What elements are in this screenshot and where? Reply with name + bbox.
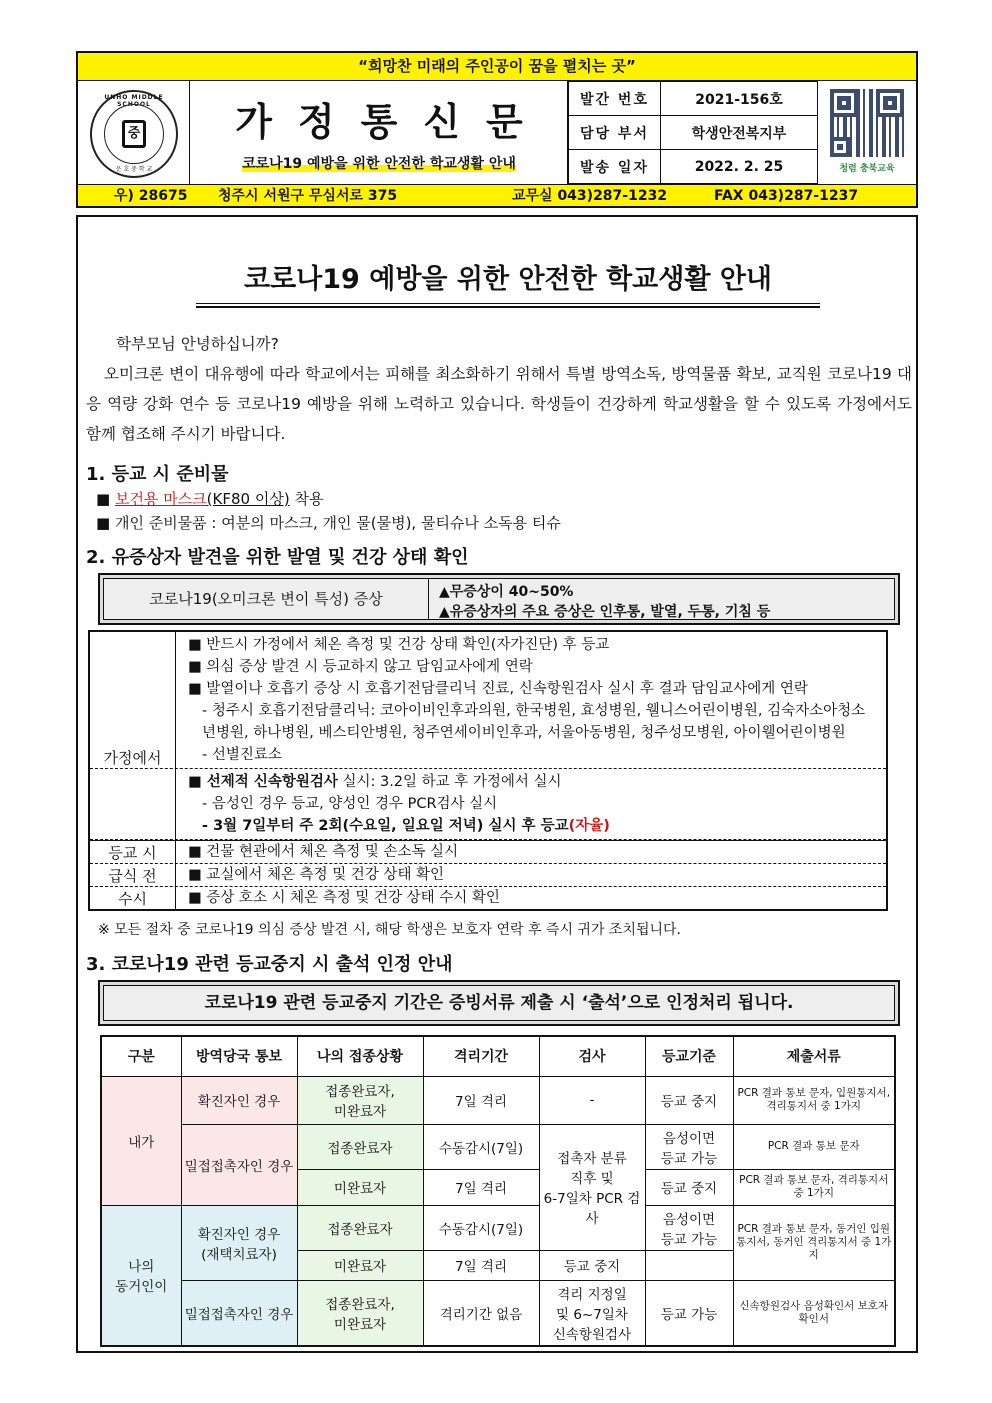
qr-code-cell <box>818 81 916 184</box>
cell: 수동감시(7일) <box>423 1124 539 1169</box>
symptom-box <box>98 573 900 625</box>
section-1-heading: 1. 등교 시 준비물 <box>86 464 229 485</box>
office-phone: 교무실 043)287-1232 <box>512 188 668 204</box>
cell: 접종완료자, 미완료자 <box>297 1076 423 1124</box>
attendance-box <box>98 980 900 1026</box>
home-row <box>90 632 886 769</box>
intro-paragraph: 오미크론 변이 대유행에 따라 학교에서는 피해를 최소화하기 위해서 특별 방역소독, 방역물품 확보, 교직원 코로나19 대응 역량 강화 연수 등 코로나19 예방을 위해 노력하고 있습니다. 학생들이 건강하게 학교생활을 할 수 있도록 가정에서도 함께 협조해 주시기 바랍니다. <box>86 365 912 443</box>
table-row <box>101 1076 895 1124</box>
cell: PCR 결과 통보 문자 <box>733 1124 895 1169</box>
row-label-home: 가정에서 <box>90 632 176 882</box>
table-row <box>101 1124 895 1169</box>
col-header: 검사 <box>539 1036 645 1076</box>
cell: 수동감시(7일) <box>423 1205 539 1250</box>
cell: 7일 격리 <box>423 1076 539 1124</box>
cell: 확진자인 경우 <box>181 1076 297 1124</box>
cell: 확진자인 경우 (재택치료자) <box>181 1205 297 1280</box>
department: 학생안전복지부 <box>661 116 818 150</box>
greeting: 학부모님 안녕하십니까? <box>116 335 279 353</box>
info-key: 발간 번호 <box>569 82 661 116</box>
section-2-heading: 2. 유증상자 발견을 위한 발열 및 건강 상태 확인 <box>86 547 469 568</box>
row-text: ■ 증상 호소 시 체온 측정 및 건강 상태 수시 확인 <box>188 890 500 906</box>
cell: 음성이면 등교 가능 <box>645 1205 733 1250</box>
col-header: 격리기간 <box>423 1036 539 1076</box>
cell: 격리기간 없음 <box>423 1280 539 1346</box>
col-header: 나의 접종상황 <box>297 1036 423 1076</box>
bullet-supplies: ■ 개인 준비물품 : 여분의 마스크, 개인 물(물병), 물티슈나 소독용 티슈 <box>96 514 561 532</box>
attendance-box-text: 코로나19 관련 등교중지 기간은 증빙서류 제출 시 ‘출석’으로 인정처리 됩니다. <box>103 985 895 1021</box>
home-item: ■ 의심 증상 발견 시 등교하지 않고 담임교사에게 연락 <box>188 659 533 675</box>
rapid-test-row <box>90 769 886 840</box>
send-date: 2022. 2. 25 <box>661 150 818 184</box>
cell: - <box>539 1076 645 1124</box>
row-label: 급식 전 <box>90 864 176 886</box>
cell: 신속항원검사 음성확인서 보호자 확인서 <box>733 1280 895 1346</box>
cell: 7일 격리 <box>423 1250 539 1280</box>
row-label: 등교 시 <box>90 841 176 863</box>
col-header: 구분 <box>101 1036 181 1076</box>
row-text: ■ 교실에서 체온 측정 및 건강 상태 확인 <box>188 867 445 883</box>
rapid-test-item: ■ 선제적 신속항원검사 실시: 3.2일 하교 후 가정에서 실시 <box>188 774 562 790</box>
health-check-table <box>88 630 888 911</box>
cell: 등교 중지 <box>539 1250 645 1280</box>
logo-mark: 중 <box>122 120 146 148</box>
check-row <box>90 840 886 864</box>
cell: 미완료자 <box>297 1169 423 1205</box>
col-header: 방역당국 통보 <box>181 1036 297 1076</box>
symptom-line-2: ▲유증상자의 주요 증상은 인후통, 발열, 두통, 기침 등 <box>439 604 771 620</box>
document-body <box>76 215 918 1353</box>
newsletter-subtitle: 코로나19 예방을 위한 안전한 학교생활 안내 <box>242 156 516 172</box>
address-bar <box>78 184 916 206</box>
screening-clinic: - 선별진료소 <box>202 747 282 763</box>
row-label: 수시 <box>90 887 176 909</box>
logo-ring-bottom: 운 호 중 학 교 <box>115 166 153 173</box>
school-logo-cell <box>78 81 190 184</box>
fax-number: FAX 043)287-1237 <box>714 188 859 204</box>
info-key: 발송 일자 <box>569 150 661 184</box>
cell: 밀접접촉자인 경우 <box>181 1124 297 1205</box>
attendance-table <box>100 1035 896 1347</box>
cell: 등교 중지 <box>645 1169 733 1205</box>
logo-ring-text: UNHO MIDDLE SCHOOL <box>104 94 164 108</box>
procedure-note: ※ 모든 절차 중 코로나19 의심 증상 발견 시, 해당 학생은 보호자 연락 후 즉시 귀가 조치됩니다. <box>98 922 681 938</box>
cell: 음성이면 등교 가능 <box>645 1124 733 1169</box>
cell: 격리 지정일 및 6~7일차 신속항원검사 <box>539 1280 645 1346</box>
cell: 접종완료자, 미완료자 <box>297 1280 423 1346</box>
cell: 미완료자 <box>297 1250 423 1280</box>
school-logo <box>90 90 178 178</box>
table-row <box>101 1280 895 1346</box>
street-address: 청주시 서원구 무심서로 375 <box>218 188 398 204</box>
row-text: ■ 건물 현관에서 체온 측정 및 손소독 실시 <box>188 844 459 860</box>
cell: PCR 결과 통보 문자, 격리통지서 중 1가지 <box>733 1169 895 1205</box>
section-3-heading: 3. 코로나19 관련 등교중지 시 출석 인정 안내 <box>86 954 453 975</box>
cell: 7일 격리 <box>423 1169 539 1205</box>
rapid-test-sub: - 음성인 경우 등교, 양성인 경우 PCR검사 실시 <box>202 796 498 812</box>
clinic-list: - 청주시 호흡기전담클리닉: 코아이비인후과의원, 한국병원, 효성병원, 웰니스어린이병원, 김숙자소아청소년병원, 하나병원, 베스티안병원, 청주연세이비인후과, 서울아동병원, 청주성모병원, 아이웰어린이병원 <box>202 703 866 741</box>
table-row <box>101 1205 895 1250</box>
check-row <box>90 887 886 909</box>
cell: 등교 중지 <box>645 1076 733 1124</box>
group-cohabitant: 나의 동거인이 <box>101 1205 181 1346</box>
qr-caption: 청렴 충북교육 <box>839 164 895 174</box>
cell: 접촉자 분류 직후 및 6-7일차 PCR 검사 <box>539 1124 645 1250</box>
document-title: 코로나19 예방을 위한 안전한 학교생활 안내 <box>244 264 772 295</box>
table-header-row <box>101 1036 895 1076</box>
slogan: “희망찬 미래의 주인공이 꿈을 펼치는 곳” <box>78 53 916 81</box>
rapid-test-sub: - 3월 7일부터 주 2회(수요일, 일요일 저녁) 실시 후 등교(자율) <box>202 818 610 834</box>
col-header: 제출서류 <box>733 1036 895 1076</box>
cell: 접종완료자 <box>297 1205 423 1250</box>
postal-code: 우) 28675 <box>114 188 188 204</box>
issue-number: 2021-156호 <box>661 82 818 116</box>
home-item: ■ 반드시 가정에서 체온 측정 및 건강 상태 확인(자가진단) 후 등교 <box>188 637 610 653</box>
symptom-label: 코로나19(오미크론 변이 특성) 증상 <box>104 579 429 619</box>
cell: 밀접접촉자인 경우 <box>181 1280 297 1346</box>
group-me: 내가 <box>101 1076 181 1205</box>
cell: PCR 결과 통보 문자, 입원통지서, 격리통지서 중 1가지 <box>733 1076 895 1124</box>
home-item: ■ 발열이나 호흡기 증상 시 호흡기전담클리닉 진료, 신속항원검사 실시 후 결과 담임교사에게 연락 <box>188 681 808 697</box>
qr-code-icon[interactable] <box>830 89 904 157</box>
info-key: 담당 부서 <box>569 116 661 150</box>
check-row <box>90 864 886 887</box>
cell: 접종완료자 <box>297 1124 423 1169</box>
bullet-mask: ■ 보건용 마스크(KF80 이상) 착용 <box>96 490 324 508</box>
newsletter-title: 가정통신문 <box>235 99 549 144</box>
cell: PCR 결과 통보 문자, 동거인 입원통지서, 동거인 격리통지서 중 1가지 <box>733 1205 895 1280</box>
symptom-line-1: ▲무증상이 40~50% <box>439 584 574 600</box>
col-header: 등교기준 <box>645 1036 733 1076</box>
newsletter-header <box>76 51 918 208</box>
cell: 등교 가능 <box>645 1280 733 1346</box>
title-underline <box>196 303 820 308</box>
issue-info-table <box>568 81 818 184</box>
